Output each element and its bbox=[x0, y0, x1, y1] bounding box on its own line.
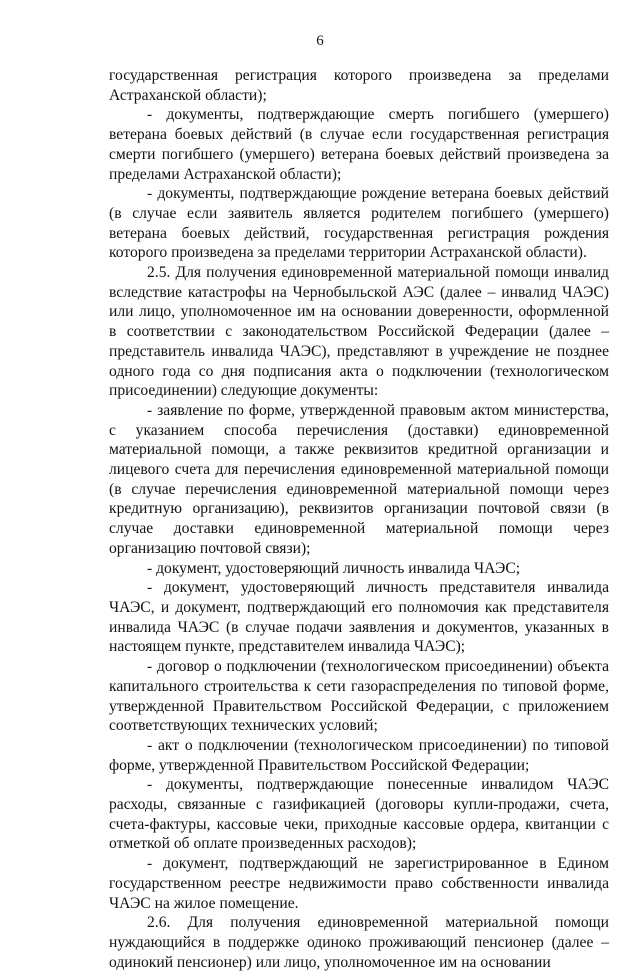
page-number: 6 bbox=[316, 33, 324, 49]
list-item-connection-act: - акт о подключении (технологическом присоединении) по типовой форме, утвержденной Правительством Российской Федерации; bbox=[109, 736, 609, 774]
list-item-connection-contract: - договор о подключении (технологическом присоединении) объекта капитального строительства к сети газораспределения по типовой форме, утвержденной Правительством Российской Федерации, с приложением соответствующих технических условий; bbox=[109, 658, 609, 735]
list-item-representative-documents: - документ, удостоверяющий личность представителя инвалида ЧАЭС, и документ, подтверждающий его полномочия как представителя инвалида ЧАЭС (в случае подачи заявления и документов, указанных в настоящем пункте, представителем инвалида ЧАЭС); bbox=[109, 579, 609, 656]
list-item-expense-documents: - документы, подтверждающие понесенные инвалидом ЧАЭС расходы, связанные с газификацией (договоры купли-продажи, счета, счета-фактуры, кассовые чеки, приходные кассовые ордера, квитанции с отметкой об оплате произведенных расходов); bbox=[109, 776, 609, 853]
list-item-death-documents: - документы, подтверждающие смерть погибшего (умершего) ветерана боевых действий (в случае если государственная регистрация смерти погибшего (умершего) ветерана боевых действий произведена за пределами Астраханской области); bbox=[109, 106, 609, 183]
list-item-birth-documents: - документы, подтверждающие рождение ветерана боевых действий (в случае если заявитель является родителем погибшего (умершего) ветерана боевых действий, государственная регистрация рождения которого произведена за пределами территории Астраханской области). bbox=[109, 185, 609, 262]
list-item-property-document: - документ, подтверждающий не зарегистрированное в Едином государственном реестре недвижимости право собственности инвалида ЧАЭС на жилое помещение. bbox=[109, 855, 609, 912]
section-2-5-paragraph: 2.5. Для получения единовременной материальной помощи инвалид вследствие катастрофы на Чернобыльской АЭС (далее – инвалид ЧАЭС) или лицо, уполномоченное им на основании доверенности, оформленной в соответствии с законодательством Российской Федерации (далее – представитель инвалида ЧАЭС), представляют в учреждение не позднее одного года со дня подписания акта о подключении (технологическом присоединении) следующие документы: bbox=[109, 264, 609, 400]
section-2-6-paragraph: 2.6. Для получения единовременной материальной помощи нуждающийся в поддержке одиноко проживающий пенсионер (далее – одинокий пенсионер) или лицо, уполномоченное им на основании bbox=[109, 914, 609, 971]
paragraph-continuation: государственная регистрация которого произведена за пределами Астраханской области); bbox=[109, 67, 609, 104]
list-item-identity-document: - документ, удостоверяющий личность инвалида ЧАЭС; bbox=[147, 559, 521, 577]
list-item-application: - заявление по форме, утвержденной правовым актом министерства, с указанием способа перечисления (доставки) единовременной материальной помощи, а также реквизитов кредитной организации и лицевого счета для перечисления единовременной материальной помощи (в случае перечисления единовременной материальной помощи через кредитную организацию), реквизитов организации почтовой связи (в случае доставки единовременной материальной помощи через организацию почтовой связи); bbox=[109, 401, 609, 557]
document-body bbox=[109, 66, 609, 972]
